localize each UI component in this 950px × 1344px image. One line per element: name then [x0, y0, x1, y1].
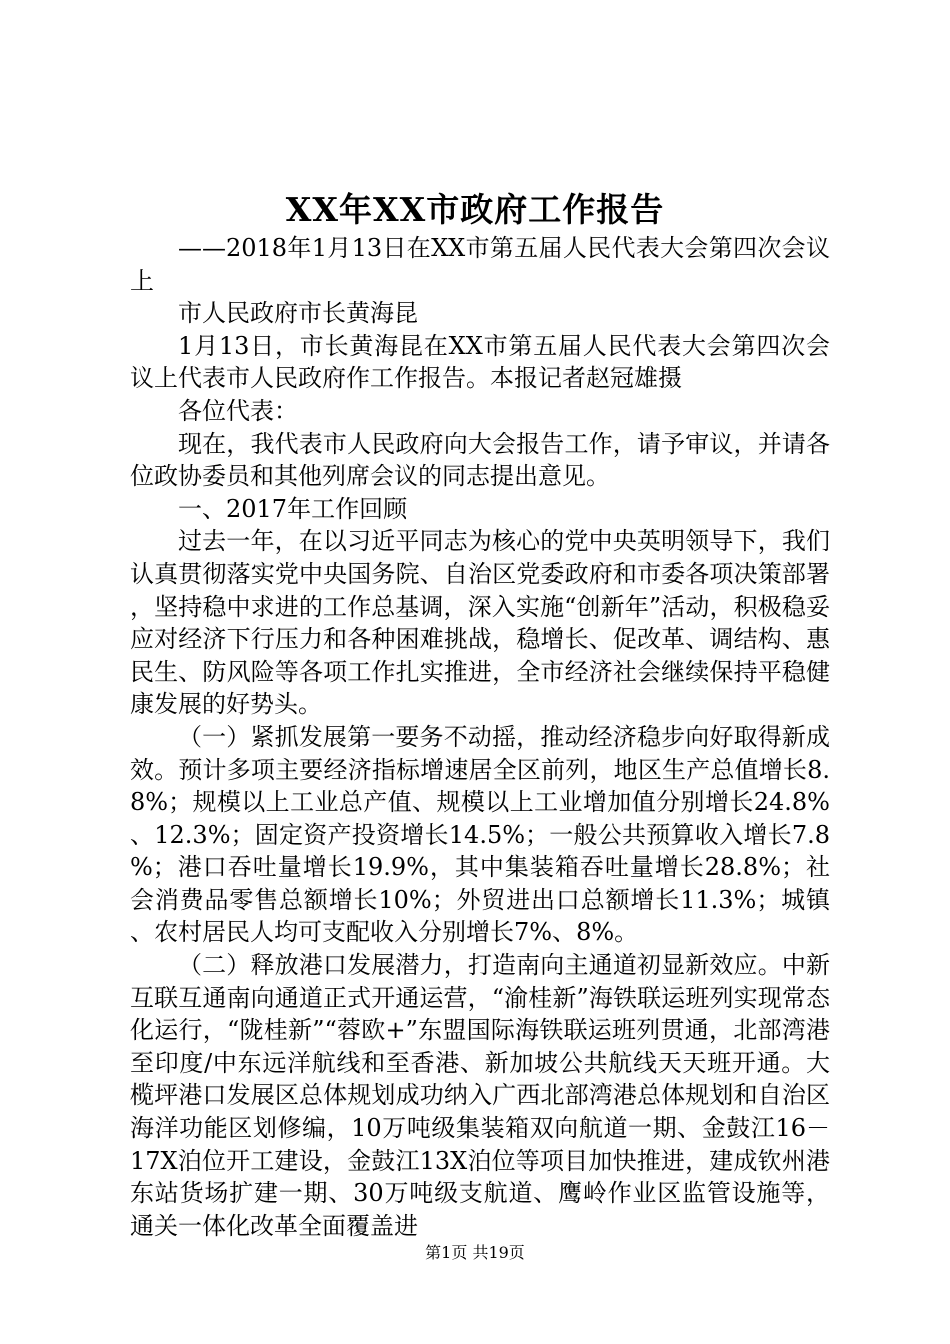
salutation-paragraph: 各位代表：	[178, 396, 298, 425]
port-paragraph: （二）释放港口发展潜力，打造南向主通道初显新效应。中新互联互通南向通道正式开通运营，“渝桂新”海铁联运班列实现常态化运行，“陇桂新”“蓉欧+”东盟国际海铁联运班列贯通，北部湾港至印度/中东远洋航线和至香港、新加坡公共航线天天班开通。大榄坪港口发展区总体规划成功纳入广西北部湾港总体规划和自治区海洋功能区划修编，10万吨级集装箱双向航道一期、金鼓江16－17X泊位开工建设，金鼓江13X泊位等项目加快推进，建成钦州港东站货场扩建一期、30万吨级支航道、鹰岭作业区监管设施等，通关一体化改革全面覆盖进	[130, 951, 830, 1240]
opening-paragraph: 现在，我代表市人民政府向大会报告工作，请予审议，并请各位政协委员和其他列席会议的同志提出意见。	[130, 429, 830, 491]
document-body	[130, 232, 830, 1242]
speaker-paragraph: 市人民政府市长黄海昆	[178, 299, 418, 328]
document-title: XX年XX市政府工作报告	[285, 190, 665, 229]
photo-caption-paragraph: 1月13日，市长黄海昆在XX市第五届人民代表大会第四次会议上代表市人民政府作工作报告。本报记者赵冠雄摄	[130, 331, 830, 393]
review-paragraph: 过去一年，在以习近平同志为核心的党中央英明领导下，我们认真贯彻落实党中央国务院、自治区党委政府和市委各项决策部署，坚持稳中求进的工作总基调，深入实施“创新年”活动，积极稳妥应对经济下行压力和各种困难挑战，稳增长、促改革、调结构、惠民生、防风险等各项工作扎实推进，全市经济社会继续保持平稳健康发展的好势头。	[130, 527, 830, 719]
section-heading: 一、2017年工作回顾	[178, 494, 408, 523]
economy-paragraph: （一）紧抓发展第一要务不动摇，推动经济稳步向好取得新成效。预计多项主要经济指标增速居全区前列，地区生产总值增长8.8%；规模以上工业总产值、规模以上工业增加值分别增长24.8%、12.3%；固定资产投资增长14.5%；一般公共预算收入增长7.8%；港口吞吐量增长19.9%，其中集装箱吞吐量增长28.8%；社会消费品零售总额增长10%；外贸进出口总额增长11.3%；城镇、农村居民人均可支配收入分别增长7%、8%。	[130, 722, 830, 947]
page-footer: 第1页 共19页	[425, 1243, 525, 1262]
subtitle-paragraph: ——2018年1月13日在XX市第五届人民代表大会第四次会议上	[130, 234, 830, 295]
